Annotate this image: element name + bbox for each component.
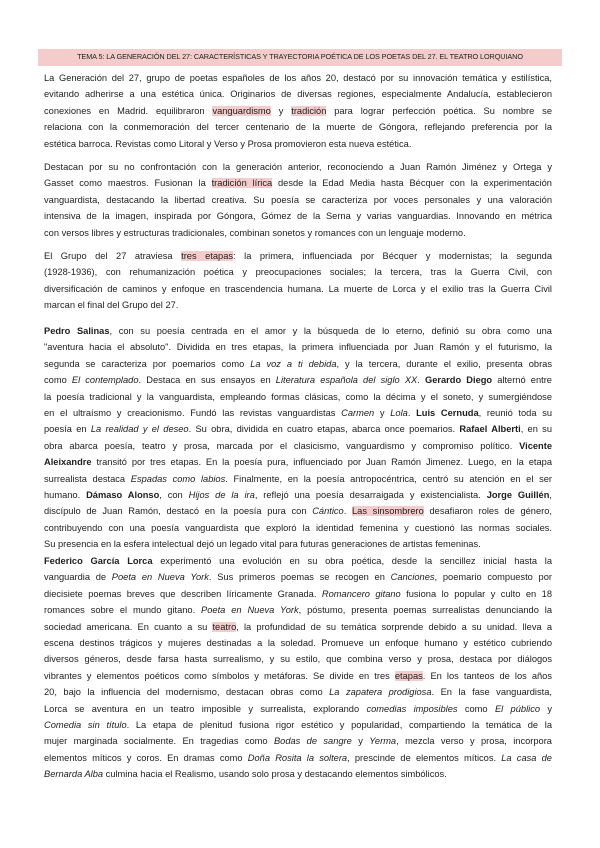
text-line: estética barroca. Revistas como Litoral y Verso y Prosa promovieron esta nueva estética.	[44, 138, 412, 149]
text-line: diversificación de caminos y enfoque en trascendencia humana. La muerte de Lorca y el exilio tras la Guerra Civil	[44, 283, 552, 294]
paragraph-poets	[44, 323, 552, 552]
text-line: vibrantes y elementos poéticos como símbolos y metáforas. Se divide en tres etapas. En los tanteos de los años	[44, 670, 552, 681]
text-line: evitando adherirse a una estética única. Originarios de diversas regiones, especialmente Andalucía, establecieron	[44, 89, 552, 100]
paragraph-characteristics	[44, 159, 552, 241]
text-line: Gasset como maestros. Fusionan la tradición lírica desde la Edad Media hasta Bécquer con la experimentación	[44, 178, 552, 189]
text-line: conexiones en Madrid. equilibraron vanguardismo y tradición para lograr perfección poética. Su nombre se	[44, 105, 552, 116]
paragraph-stages	[44, 248, 552, 314]
text-line: El Grupo del 27 atraviesa tres etapas: la primera, influenciada por Bécquer y modernistas; la segunda	[44, 251, 552, 261]
text-line: Destacan por su no confrontación con la generación anterior, reconociendo a Juan Ramón Jiménez y Ortega y	[44, 162, 552, 172]
text-line: sociedad americana. En cuanto a su teatro, la profundidad de su temática sorprende debido a su unidad. lleva a	[44, 621, 552, 632]
text-line: Comedia sin título. La etapa de plenitud fusiona rigor estético y popularidad, compartiendo la temática de la	[44, 719, 552, 730]
text-line: vanguardia de Poeta en Nueva York. Sus primeros poemas se recogen en Canciones, poemario compuesto por	[44, 572, 552, 583]
text-line: en el ultraísmo y creacionismo. Fundó las revistas vanguardistas Carmen y Lola. Luis Cernuda, reunió toda su	[44, 407, 552, 418]
text-line: La Generación del 27, grupo de poetas españoles de los años 20, destacó por su innovación temática y estilística,	[44, 73, 552, 83]
highlight-las-sinsombrero: Las sinsombrero	[352, 506, 424, 517]
text-line: surrealista destaca Espadas como labios. Finalmente, en la poesía antropocéntrica, centró su atención en el ser	[44, 473, 552, 484]
text-line: intensiva de la imagen, inspirada por Góngora, Gómez de la Serna y varias vanguardias. Innovando en métrica	[44, 211, 552, 222]
text-line: contribuyendo con una poesía vanguardista que exploró la identidad femenina y cuestionó las normas sociales.	[44, 522, 552, 533]
text-line: poesía en La realidad y el deseo. Su obra, dividida en cuatro etapas, abarca once poemarios. Rafael Alberti, en su	[44, 424, 552, 435]
text-line: Aleixandre transitó por tres etapas. En la poesía pura, influenciado por Juan Ramón Jimenez. Luego, en la etapa	[44, 457, 552, 468]
highlight-teatro: teatro	[212, 621, 237, 632]
text-line: marcan el final del Grupo del 27.	[44, 300, 179, 311]
text-line: 20, bajo la influencia del modernismo, destacan obras como La zapatera prodigiosa. En la fase vanguardista,	[44, 687, 552, 698]
text-line: diversos géneros, desde farsa hasta surrealismo, y su estilo, que combina verso y prosa, destaca por diálogos	[44, 654, 552, 665]
text-line: con versos libres y estructuras tradicionales, combinan sonetos y romances con un lenguaje moderno.	[44, 227, 466, 238]
text-line: segunda se caracteriza por poemarios como La voz a ti debida, y la tercera, durante el exilio, presenta obras	[44, 358, 552, 369]
text-line: Lorca se aventura en un teatro imposible y surrealista, explorando comedias imposibles como El público y	[44, 703, 552, 714]
text-line: romances sobre el mundo gitano. Poeta en Nueva York, póstumo, presenta poemas surrealistas denunciando la	[44, 605, 552, 616]
text-line: elementos míticos y coros. En dramas como Doña Rosita la soltera, prescinde de elementos míticos. La casa de	[44, 752, 552, 763]
text-line: vanguardista, destacando la libertad creativa. Su poesía se caracteriza por voces personales y una valoración	[44, 194, 552, 205]
text-line: "aventura hacia el absoluto". Dividida en tres etapas, la primera influenciada por Juan Ramón y el futurismo, la	[44, 342, 552, 353]
text-line: diecisiete poemas breves que describen líricamente Granada. Romancero gitano fusiona lo popular y culto en 18	[44, 588, 552, 599]
highlight-vanguardismo: vanguardismo	[212, 105, 271, 116]
text-line: escena destinos trágicos y mujeres destinadas a la soledad. Promueve un enfoque humano y estético cubriendo	[44, 637, 552, 648]
highlight-tres-etapas: tres etapas	[181, 251, 234, 261]
highlight-tradicion-lirica: tradición lírica	[211, 178, 273, 189]
text-line: Su presencia en la esfera intelectual dejó un legado vital para futuras generaciones de artistas femeninas.	[44, 539, 481, 550]
text-line: Bernarda Alba culmina hacia el Realismo, usando solo prosa y destacando elementos simbólicos.	[44, 769, 447, 780]
text-line: Pedro Salinas, con su poesía centrada en el amor y la búsqueda de lo eterno, definió su obra como una	[44, 326, 552, 336]
text-line: la poesía tradicional y la vanguardista, empleando formas clásicas, como la décima y el soneto, y sumergiéndose	[44, 391, 552, 402]
text-line: mujer marginada socialmente. En tragedias como Bodas de sangre y Yerma, mezcla verso y prosa, incorpora	[44, 736, 552, 747]
text-line: (1928-1936), con rehumanización poética y preocupaciones sociales; la tercera, tras la Guerra Civil, con	[44, 267, 552, 278]
text-line: Federico García Lorca experimentó una evolución en su obra poética, desde la sencillez inicial hasta la	[44, 556, 552, 566]
paragraph-lorca	[44, 553, 552, 782]
text-line: humano. Dámaso Alonso, con Hijos de la ira, reflejó una poesía desarraigada y existencialista. Jorge Guillén,	[44, 489, 552, 500]
text-line: como El contemplado. Destaca en sus ensayos en Literatura española del siglo XX. Gerardo Diego alternó entre	[44, 375, 552, 386]
highlight-tradicion: tradición	[291, 105, 327, 116]
text-line: relaciona con la conmemoración del tercer centenario de la muerte de Góngora, reflejando preferencia por la	[44, 122, 552, 133]
paragraph-intro	[44, 70, 552, 152]
text-line: obra abarca poesía, teatro y prosa, marcada por el clasicismo, vanguardismo y compromiso político. Vicente	[44, 440, 552, 451]
text-line: discípulo de Juan Ramón, destacó en la poesía pura con Cántico. Las sinsombrero desafiaron roles de género,	[44, 506, 552, 517]
document-title: TEMA 5: LA GENERACIÓN DEL 27: CARACTERÍSTICAS Y TRAYECTORIA POÉTICA DE LOS POETAS DEL 27. EL TEATRO LORQUIANO	[77, 52, 523, 61]
highlight-etapas: etapas	[394, 670, 423, 681]
